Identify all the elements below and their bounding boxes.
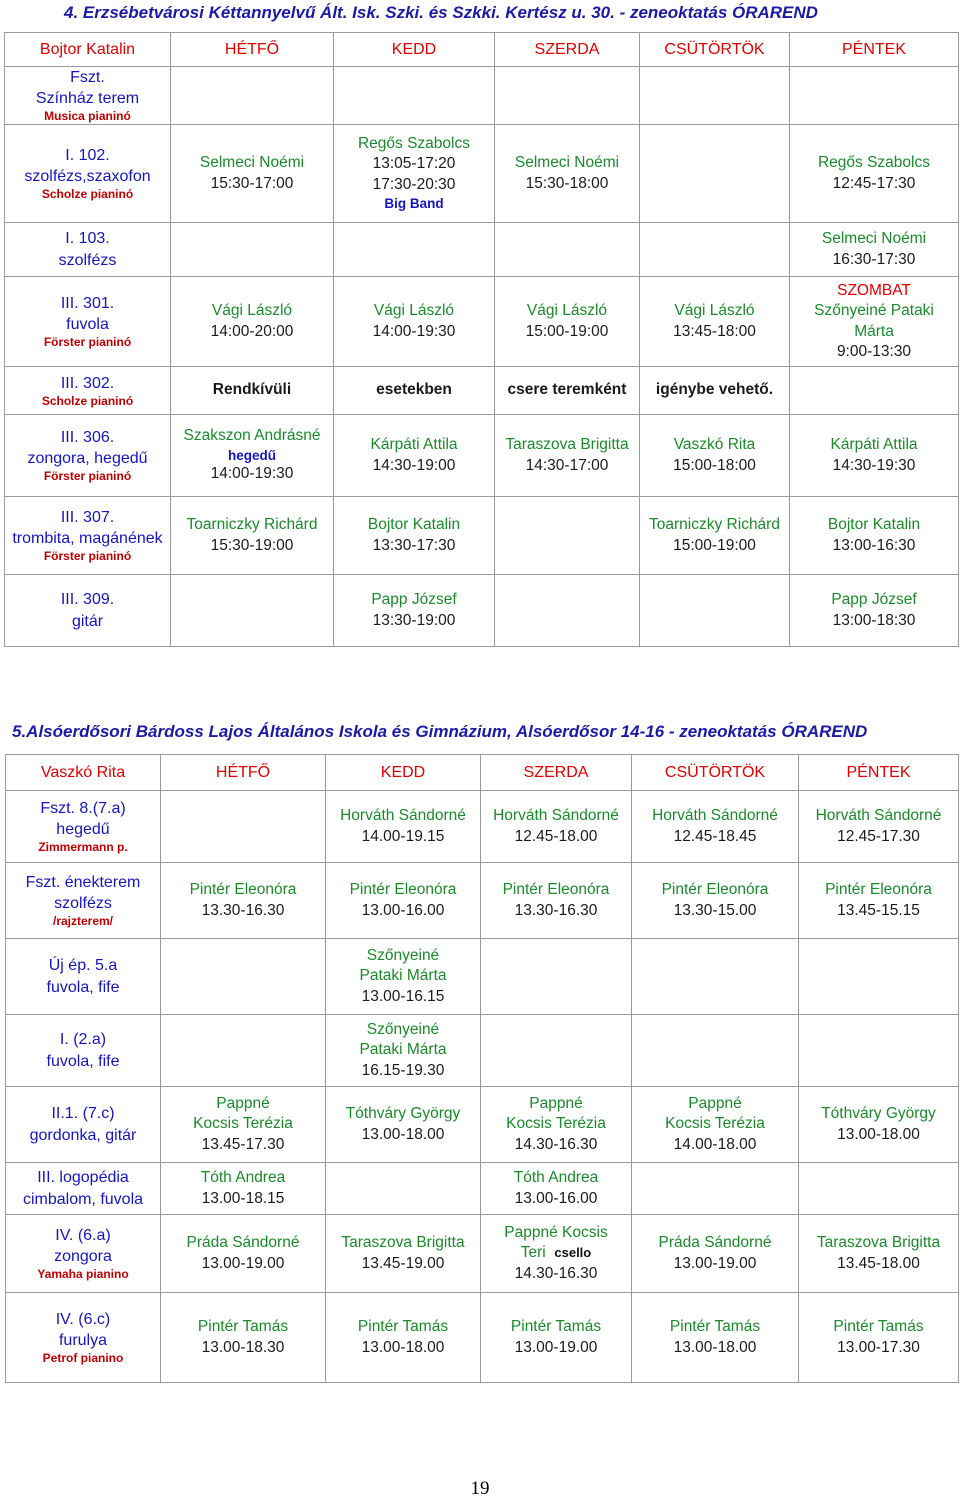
schedule-cell [790, 125, 959, 223]
teacher-name: Vaszkó Rita [673, 436, 756, 454]
teacher-name: Pappné [688, 1094, 742, 1112]
schedule-cell [481, 1293, 632, 1383]
time-range: 13.00-16.00 [361, 901, 445, 919]
teacher-name: Taraszova Brigitta [816, 1234, 941, 1252]
schedule-cell [171, 223, 334, 277]
room-cell [5, 277, 171, 367]
time-range: 15:30-17:00 [210, 174, 294, 192]
time-range: 13.45-17.30 [201, 1135, 285, 1153]
schedule-cell [161, 1015, 326, 1087]
teacher-name: Taraszova Brigitta [505, 436, 629, 454]
day-header: PÉNTEK [790, 33, 959, 67]
teacher-name: Pataki Márta [359, 967, 447, 985]
time-range: 13.00-18.00 [361, 1125, 445, 1143]
schedule-cell [481, 1215, 632, 1293]
saturday-label: SZOMBAT [837, 281, 911, 299]
teacher-name: Tóth Andrea [200, 1169, 286, 1187]
teacher-name: Pintér Tamás [357, 1318, 449, 1336]
time-range: 13.30-16.30 [201, 901, 285, 919]
table-row [5, 497, 959, 575]
room-piano: Petrof pianino [42, 1351, 124, 1366]
schedule-cell [495, 277, 640, 367]
time-range: 13.45-18.00 [837, 1254, 920, 1272]
schedule-cell [171, 575, 334, 647]
schedule-cell [640, 415, 790, 497]
time-range: 15:30-18:00 [525, 174, 609, 192]
schedule-cell [481, 939, 632, 1015]
notice-text: Rendkívüli [171, 367, 334, 415]
table-row [6, 939, 959, 1015]
time-range: 13.00-18.00 [361, 1338, 445, 1356]
schedule-cell [334, 125, 495, 223]
teacher-name: Horváth Sándorné [340, 807, 466, 825]
day-header: HÉTFŐ [171, 33, 334, 67]
room-name: III. 307. [60, 509, 115, 527]
schedule-cell [640, 67, 790, 125]
teacher-name: Papp József [831, 591, 917, 609]
room-name: I. (2.a) [59, 1031, 107, 1049]
schedule-cell [799, 863, 959, 939]
instrument-label: hegedű [227, 447, 276, 463]
schedule-cell [640, 125, 790, 223]
teacher-name: Pintér Eleonóra [502, 881, 610, 899]
schedule-cell [495, 415, 640, 497]
teacher-name: Kocsis Terézia [665, 1115, 765, 1133]
teacher-name: Szakszon Andrásné [183, 427, 321, 445]
room-cell [5, 223, 171, 277]
table-row [6, 1293, 959, 1383]
time-range: 14.30-16.30 [514, 1135, 598, 1153]
schedule-cell [171, 277, 334, 367]
teacher-name: Regős Szabolcs [357, 134, 470, 152]
schedule-cell [334, 67, 495, 125]
schedule-cell [326, 939, 481, 1015]
room-name: Új ép. 5.a [48, 957, 118, 975]
time-range: 12:45-17:30 [832, 174, 916, 192]
room-name: III. 309. [60, 591, 115, 609]
teacher-name: Práda Sándorné [186, 1234, 300, 1252]
schedule-cell [632, 1163, 799, 1215]
schedule-cell [334, 497, 495, 575]
schedule-cell [326, 1163, 481, 1215]
room-name: III. logopédia [37, 1169, 129, 1187]
teacher-name: Selmeci Noémi [199, 154, 305, 172]
schedule-cell [632, 1215, 799, 1293]
schedule-cell [161, 1163, 326, 1215]
schedule-cell [799, 1215, 959, 1293]
room-cell [5, 497, 171, 575]
time-range: 13.45-15.15 [837, 901, 920, 919]
room-subject: hegedű [56, 821, 110, 839]
teacher-name: Taraszova Brigitta [341, 1234, 465, 1252]
schedule-cell [495, 223, 640, 277]
teacher-name: Pappné [216, 1094, 270, 1112]
schedule-cell [632, 939, 799, 1015]
schedule-cell [790, 497, 959, 575]
teacher-name: Szőnyeiné [366, 1020, 440, 1038]
schedule-cell [481, 1163, 632, 1215]
room-subject: furulya [58, 1332, 108, 1350]
schedule-cell [790, 67, 959, 125]
schedule-cell [171, 125, 334, 223]
room-name: I. 102. [65, 147, 110, 165]
time-range: 14:30-19:30 [832, 456, 916, 474]
table-row [5, 367, 959, 415]
teacher-name: Pappné Kocsis [504, 1223, 608, 1241]
room-subject: fuvola, fife [46, 1052, 120, 1070]
table-row [6, 863, 959, 939]
teacher-name: Vági László [526, 302, 608, 320]
schedule-cell [161, 863, 326, 939]
teacher-name: Pintér Tamás [669, 1318, 761, 1336]
schedule-2-table [5, 754, 959, 1383]
schedule-cell [790, 575, 959, 647]
schedule-cell [481, 863, 632, 939]
room-piano: /rajzterem/ [52, 914, 114, 929]
time-range: 13:05-17:20 [372, 155, 456, 173]
time-range: 15:00-19:00 [525, 322, 609, 340]
page-number: 19 [470, 1478, 490, 1499]
teacher-name: Kárpáti Attila [830, 436, 918, 454]
schedule-cell [495, 575, 640, 647]
table-row [5, 415, 959, 497]
room-cell [5, 125, 171, 223]
time-range: 14.30-16.30 [514, 1264, 598, 1282]
room-cell [6, 791, 161, 863]
time-range: 13.45-19.00 [361, 1254, 445, 1272]
room-subject: Színház terem [35, 90, 140, 108]
room-cell [6, 1293, 161, 1383]
schedule-cell [326, 1015, 481, 1087]
schedule-cell [790, 223, 959, 277]
room-piano: Förster pianinó [43, 469, 132, 484]
time-range: 12.45-17.30 [837, 827, 920, 845]
schedule-cell [632, 863, 799, 939]
schedule-cell [326, 1215, 481, 1293]
schedule-cell [632, 1015, 799, 1087]
time-range: 16.15-19.30 [361, 1061, 445, 1079]
schedule-cell [640, 223, 790, 277]
time-range: 12.45-18.45 [673, 827, 757, 845]
table-row [6, 1163, 959, 1215]
teacher-name: Selmeci Noémi [821, 230, 927, 248]
time-range: 13:00-18:30 [832, 611, 916, 629]
table-row [5, 575, 959, 647]
teacher-name: Horváth Sándorné [652, 807, 778, 825]
notice-text: csere teremként [495, 367, 640, 415]
teacher-name: Pintér Eleonóra [349, 881, 457, 899]
room-name: III. 306. [60, 429, 115, 447]
table-row [5, 125, 959, 223]
teacher-name: Pintér Tamás [510, 1318, 602, 1336]
time-range: 15:30-19:00 [210, 536, 294, 554]
room-subject: fuvola, fife [46, 978, 120, 996]
room-cell [6, 1215, 161, 1293]
schedule-cell [495, 67, 640, 125]
room-subject: gordonka, gitár [29, 1126, 137, 1144]
room-subject: cimbalom, fuvola [22, 1190, 144, 1208]
day-header: SZERDA [495, 33, 640, 67]
time-range: 13:45-18:00 [673, 322, 756, 340]
schedule-cell [161, 939, 326, 1015]
time-range: 13.00-19.00 [201, 1254, 285, 1272]
room-cell [6, 939, 161, 1015]
room-piano: Förster pianinó [43, 549, 132, 564]
schedule-cell [495, 497, 640, 575]
schedule-cell [334, 575, 495, 647]
teacher-name: Horváth Sándorné [815, 807, 942, 825]
schedule-2-title: 5.Alsóerdősori Bárdoss Lajos Általános Iskola és Gimnázium, Alsóerdősor 14-16 - zeneoktatás ÓRAREND [12, 722, 868, 741]
teacher-name: Teri [520, 1244, 546, 1262]
time-range: 13:30-17:30 [372, 536, 456, 554]
teacher-name: Pintér Tamás [833, 1318, 924, 1336]
room-name: III. 302. [60, 374, 115, 392]
room-subject: trombita, magánének [12, 530, 163, 548]
time-range: 17:30-20:30 [372, 175, 456, 193]
schedule-cell [799, 939, 959, 1015]
time-range: 16:30-17:30 [832, 250, 916, 268]
teacher-name: Selmeci Noémi [514, 154, 620, 172]
room-subject: zongora, hegedű [27, 450, 148, 468]
time-range: 14:00-20:00 [210, 322, 294, 340]
time-range: 14:30-19:00 [372, 456, 456, 474]
time-range: 14:00-19:30 [210, 465, 294, 483]
time-range: 13.30-16.30 [514, 901, 598, 919]
corner-teacher: Bojtor Katalin [5, 33, 171, 67]
room-piano: Scholze pianinó [41, 393, 134, 408]
schedule-1-table [4, 32, 959, 647]
schedule-cell [481, 1087, 632, 1163]
teacher-name: Toarniczky Richárd [649, 516, 780, 534]
notice-text: esetekben [334, 367, 495, 415]
teacher-name: Pintér Eleonóra [825, 881, 932, 899]
schedule-cell [171, 67, 334, 125]
teacher-name: Kocsis Terézia [193, 1115, 293, 1133]
header-row [6, 755, 959, 791]
room-subject: fuvola [66, 316, 109, 334]
schedule-cell [326, 1293, 481, 1383]
room-cell [5, 67, 171, 125]
teacher-name: Horváth Sándorné [493, 807, 619, 825]
schedule-cell [481, 791, 632, 863]
teacher-name: Tóthváry György [821, 1105, 936, 1123]
time-range: 13.00-18.00 [673, 1338, 757, 1356]
teacher-name: Vági László [674, 302, 755, 320]
schedule-cell [790, 277, 959, 367]
schedule-cell [161, 1293, 326, 1383]
time-range: 14.00-19.15 [361, 827, 445, 845]
teacher-name: Pintér Eleonóra [189, 881, 297, 899]
schedule-cell [171, 415, 334, 497]
teacher-name: Vági László [211, 302, 293, 320]
day-header: SZERDA [481, 755, 632, 791]
time-range: 13.00-17.30 [837, 1338, 920, 1356]
room-subject: zongora [54, 1248, 112, 1266]
schedule-cell [334, 415, 495, 497]
teacher-name: Práda Sándorné [658, 1234, 772, 1252]
room-subject: szolfézs [54, 895, 112, 913]
time-range: 13.00-16.15 [361, 987, 445, 1005]
schedule-cell [799, 791, 959, 863]
room-piano: Musica pianinó [44, 109, 131, 124]
schedule-cell [790, 367, 959, 415]
teacher-name: Pintér Eleonóra [661, 881, 769, 899]
time-range: 15:00-19:00 [673, 536, 756, 554]
day-header: CSÜTÖRTÖK [640, 33, 790, 67]
schedule-cell [799, 1087, 959, 1163]
room-piano: Scholze pianinó [41, 187, 134, 202]
schedule-cell [161, 1087, 326, 1163]
schedule-cell [799, 1163, 959, 1215]
day-header: CSÜTÖRTÖK [632, 755, 799, 791]
schedule-cell [161, 791, 326, 863]
room-subject: gitár [71, 612, 104, 630]
time-range: 13:00-16:30 [832, 536, 916, 554]
time-range: 12.45-18.00 [514, 827, 598, 845]
corner-teacher: Vaszkó Rita [6, 755, 161, 791]
schedule-cell [495, 125, 640, 223]
big-band-label: Big Band [384, 196, 444, 212]
room-name: III. 301. [60, 295, 115, 313]
room-name: IV. (6.c) [55, 1311, 111, 1329]
teacher-name: Vági László [373, 302, 455, 320]
teacher-name: Toarniczky Richárd [186, 516, 318, 534]
room-piano: Zimmermann p. [38, 840, 128, 855]
schedule-cell [161, 1215, 326, 1293]
time-range: 13.00-18.00 [837, 1125, 920, 1143]
teacher-name: Kárpáti Attila [370, 436, 458, 454]
teacher-name: Tóthváry György [345, 1105, 461, 1123]
teacher-name: Kocsis Terézia [506, 1115, 606, 1133]
teacher-name: Regős Szabolcs [817, 154, 930, 172]
time-range: 13.00-18.30 [201, 1338, 285, 1356]
day-header: PÉNTEK [799, 755, 959, 791]
schedule-cell [334, 223, 495, 277]
room-name: II.1. (7.c) [51, 1105, 115, 1123]
schedule-cell [790, 415, 959, 497]
schedule-cell [326, 1087, 481, 1163]
room-subject: szolfézs,szaxofon [24, 168, 151, 186]
table-row [5, 67, 959, 125]
time-range: 13:30-19:00 [372, 611, 456, 629]
room-cell [5, 575, 171, 647]
schedule-cell [326, 791, 481, 863]
teacher-name: Pintér Tamás [197, 1318, 289, 1336]
room-cell [6, 863, 161, 939]
teacher-name: Tóth Andrea [513, 1169, 599, 1187]
table-row [6, 1087, 959, 1163]
time-range: 14.00-18.00 [673, 1135, 757, 1153]
schedule-cell [632, 791, 799, 863]
schedule-cell [334, 277, 495, 367]
schedule-1-title: 4. Erzsébetvárosi Kéttannyelvű Ált. Isk. Szki. és Szkki. Kertész u. 30. - zeneoktatás ÓRAREND [64, 3, 818, 22]
room-piano: Yamaha pianino [37, 1267, 129, 1282]
teacher-name: Papp József [371, 591, 457, 609]
schedule-cell [326, 863, 481, 939]
time-range: 13.00-19.00 [673, 1254, 757, 1272]
room-piano: Förster pianinó [43, 335, 132, 350]
schedule-cell [799, 1015, 959, 1087]
room-name: Fszt. 8.(7.a) [40, 800, 126, 818]
table-row [6, 1215, 959, 1293]
teacher-name: Márta [854, 322, 894, 340]
schedule-cell [640, 497, 790, 575]
time-range: 14:30-17:00 [525, 456, 609, 474]
day-header: KEDD [326, 755, 481, 791]
time-range: 15:00-18:00 [673, 456, 756, 474]
teacher-name: Szőnyeiné [366, 946, 440, 964]
room-cell [6, 1015, 161, 1087]
table-row [6, 1015, 959, 1087]
notice-text: igénybe vehető. [640, 367, 790, 415]
room-cell [5, 367, 171, 415]
day-header: KEDD [334, 33, 495, 67]
room-cell [6, 1163, 161, 1215]
schedule-cell [640, 277, 790, 367]
schedule-cell [481, 1015, 632, 1087]
time-range: 13.00-16.00 [514, 1189, 598, 1207]
schedule-cell [171, 497, 334, 575]
teacher-name: Bojtor Katalin [827, 516, 921, 534]
table-row [6, 791, 959, 863]
room-cell [5, 415, 171, 497]
schedule-cell [632, 1293, 799, 1383]
table-row [5, 223, 959, 277]
time-range: 14:00-19:30 [372, 322, 456, 340]
schedule-cell [632, 1087, 799, 1163]
room-name: IV. (6.a) [55, 1227, 111, 1245]
header-row [5, 33, 959, 67]
teacher-name: Bojtor Katalin [367, 516, 461, 534]
room-name: Fszt. [70, 69, 105, 87]
time-range: 13.00-18.15 [201, 1189, 285, 1207]
time-range: 13.00-19.00 [514, 1338, 598, 1356]
teacher-name: Pataki Márta [359, 1041, 447, 1059]
table-row [5, 277, 959, 367]
room-cell [6, 1087, 161, 1163]
schedule-cell [640, 575, 790, 647]
room-subject: szolfézs [58, 251, 117, 269]
time-range: 9:00-13:30 [836, 342, 912, 360]
room-name: Fszt. énekterem [25, 874, 141, 892]
teacher-name: Szőnyeiné Pataki [814, 302, 934, 320]
day-header: HÉTFŐ [161, 755, 326, 791]
time-range: 13.30-15.00 [673, 901, 757, 919]
teacher-name: Pappné [529, 1094, 583, 1112]
room-name: I. 103. [65, 230, 110, 248]
schedule-cell [799, 1293, 959, 1383]
instrument-label: csello [554, 1245, 592, 1261]
